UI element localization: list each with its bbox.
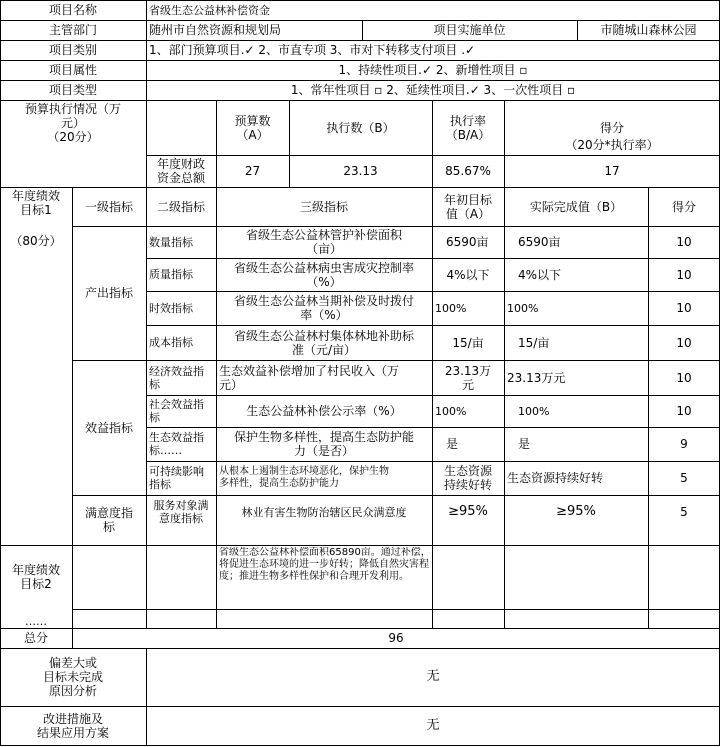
row-level2: 数量指标 [149,235,193,249]
output-indicator-label: 产出指标 [84,286,133,300]
type-value: 1、常年性项目 ▫ 2、延续性项目.✓ 3、一次性项目 ▫ [290,83,576,97]
col-level3: 三级指标 [299,199,348,214]
row-level3: 生态效益补偿增加了村民收入（万 元） [219,363,400,392]
row-level3: 省级生态公益林村集体林地补助标 准（元/亩） [233,328,414,357]
exec-value: 23.13 [343,164,378,178]
row-actual: 100% [518,404,550,418]
attribute-value: 1、持续性项目.✓ 2、新增性项目 ▫ [338,63,528,77]
row-level3: 林业有害生物防治辖区民众满意度 [241,505,407,519]
rate-value: 85.67% [445,164,491,178]
row-target: 15/亩 [452,335,484,350]
category-value: 1、部门预算项目.✓ 2、市直专项 3、市对下转移支付项目 .✓ [149,43,476,57]
row-level3: 保护生物多样性，提高生态防护能 力（是否） [233,430,414,458]
row-level2: 成本指标 [149,336,193,349]
row-score: 10 [676,301,692,315]
budget-col-score-formula: （20分*执行率） [565,138,659,152]
row-target: 6590亩 [446,235,489,249]
row-level2: 经济效益指 标 [149,364,204,391]
row-level2: 服务对象满 意度指标 [153,499,209,525]
row-level3: 省级生态公益林病虫害成灾控制率 （%） [233,260,414,289]
row-level3: 从根本上遏制生态环境恶化，保护生物 多样性，提高生态防护能力 [219,466,389,489]
deviation-value: 无 [426,669,440,684]
project-name-value: 省级生态公益林补偿资金 [149,3,270,17]
row-actual: 6590亩 [518,235,561,249]
satisfaction-indicator-label: 满意度指 标 [84,506,133,534]
budget-row-label: 年度财政 资金总额 [156,157,205,185]
col-target: 年初目标 值（A） [443,192,492,221]
row-level2: 生态效益指 标…… [149,431,204,457]
improvement-label: 改进措施及 结果应用方案 [36,712,109,740]
row-target: 23.13万 元 [444,363,492,392]
category-label: 项目类别 [48,43,97,57]
goals-section-points: （80分） [10,234,62,248]
goals2-description: 省级生态公益林补偿面积65890亩。通过补偿，将促进生态环境的进一步好转；降低自然灾害程度；推进生物多样性保护和合理开发利用。 [219,547,431,582]
impl-unit-value: 市随城山森林公园 [600,23,697,37]
impl-unit-label: 项目实施单位 [433,23,506,37]
row-actual: ≥95% [556,504,596,519]
improvement-value: 无 [426,718,440,733]
row-level3: 生态公益林补偿公示率（%） [246,404,402,418]
row-level2: 时效指标 [149,301,193,315]
attribute-label: 项目属性 [48,63,97,77]
score-value: 17 [604,164,620,178]
row-level2: 社会效益指 标 [149,398,204,424]
row-score: 10 [676,235,692,249]
dept-value: 随州市自然资源和规划局 [149,23,282,37]
project-name-label: 项目名称 [48,3,97,17]
row-target: 生态资源 持续好转 [443,464,492,492]
row-score: 5 [680,505,688,519]
budget-col-budget: 预算数 （A） [234,113,271,142]
benefit-indicator-label: 效益指标 [84,420,133,435]
budget-col-score: 得分 [599,121,624,135]
row-target: 4%以下 [446,267,490,282]
row-score: 10 [676,404,692,418]
row-score: 5 [680,471,688,485]
row-level2: 质量指标 [149,268,193,281]
row-actual: 100% [507,301,539,315]
deviation-label: 偏差大或 目标未完成 原因分析 [42,656,103,698]
col-level1: 一级指标 [84,199,133,214]
row-target: ≥95% [448,504,488,519]
row-target: 100% [435,301,467,315]
row-actual: 23.13万元 [507,370,566,385]
budget-value: 27 [244,164,261,178]
row-score: 10 [676,335,692,350]
row-score: 9 [680,437,688,451]
budget-section-label: 预算执行情况（万 元） （20分） [24,102,121,144]
row-target: 100% [435,404,467,418]
goals2-section-label: 年度绩效 目标2 [11,563,60,591]
row-actual: 15/亩 [518,335,550,350]
col-actual: 实际完成值（B） [529,199,623,214]
row-target: 是 [446,437,459,451]
dept-label: 主管部门 [48,23,97,37]
row-level3: 省级生态公益林管护补偿面积 （亩） [245,228,402,256]
col-score: 得分 [671,199,696,214]
total-value: 96 [388,631,404,645]
row-score: 10 [676,370,692,385]
row-score: 10 [676,267,692,282]
row-level2: 可持续影响 指标 [149,465,204,491]
row-actual: 4%以下 [518,267,562,282]
budget-col-exec: 执行数（B） [326,120,395,135]
goals-section-label: 年度绩效 目标1 [11,189,60,217]
row-level3: 省级生态公益林当期补偿及时拨付 率（%） [233,294,414,322]
total-label: 总分 [23,631,48,645]
type-label: 项目类型 [48,83,97,97]
row-actual: 生态资源持续好转 [507,471,604,485]
col-level2: 二级指标 [156,199,205,214]
budget-col-rate: 执行率 （B/A） [445,113,491,142]
goals2-ellipsis: …… [25,615,47,628]
row-actual: 是 [518,437,531,451]
